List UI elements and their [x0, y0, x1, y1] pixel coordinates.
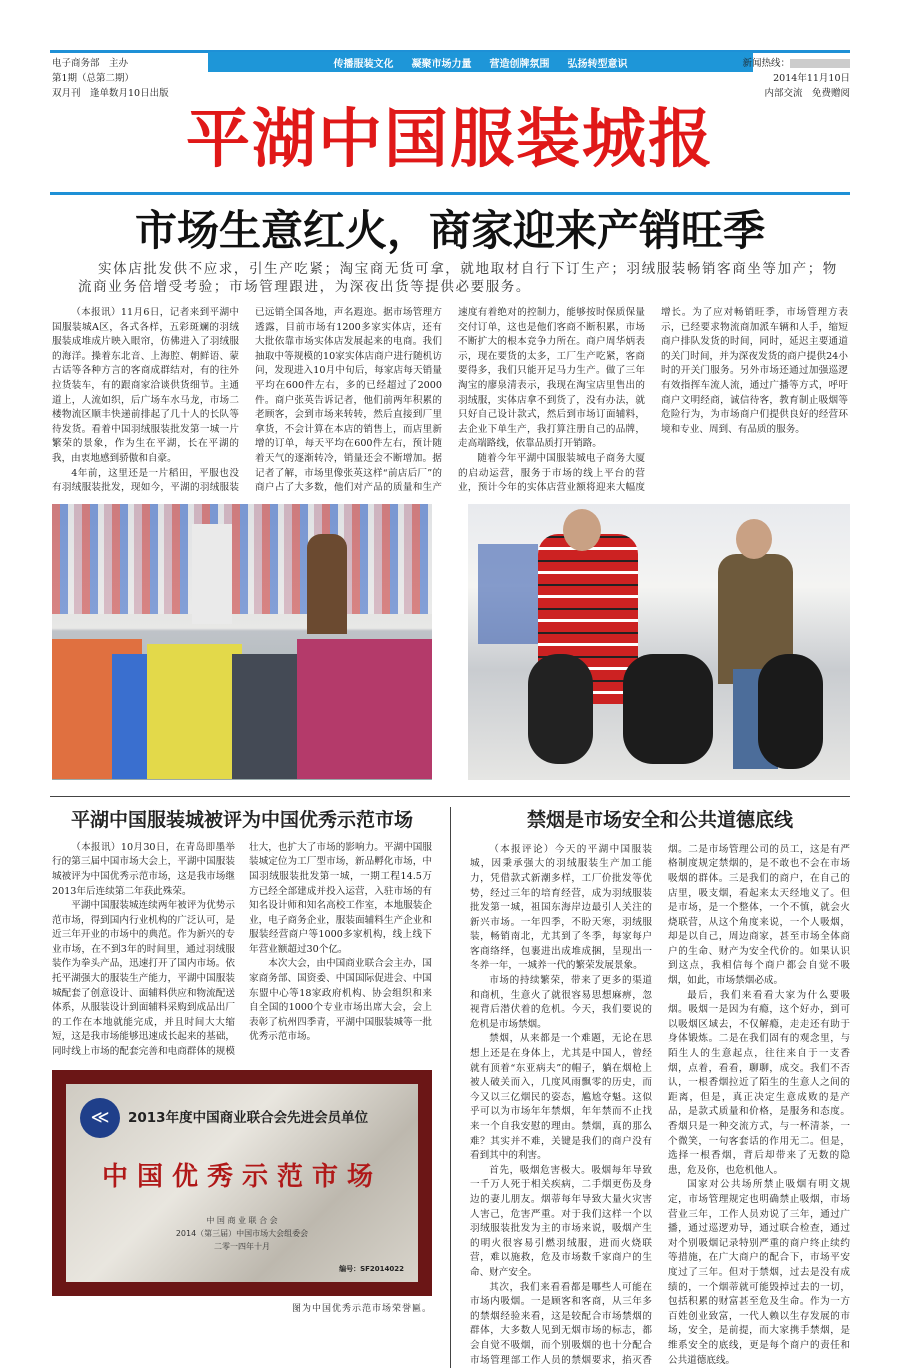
issue-info: [742, 56, 850, 101]
plaque-top-line: 2013年度中国商业联合会先进会员单位: [128, 1109, 369, 1126]
issuer-line: 中 国 商 业 联 合 会: [206, 1215, 278, 1225]
photo-row: [50, 504, 850, 780]
distribution-note: 内部交流 免费赠阅: [764, 88, 850, 99]
lead-headline: 市场生意红火，商家迎来产销旺季: [134, 206, 765, 255]
association-logo-icon: ≪: [80, 1098, 120, 1138]
page-content: [50, 204, 850, 1368]
lead-subhead: 实体店批发供不应求，引生产吃紧；淘宝商无货可拿，就地取材自行下订生产；羽绒服装畅销客商坐等加产；物流商业务倍增受考验；市场管理跟进，为深夜出货等提供必要服务。: [78, 261, 838, 295]
bottom-section: [50, 807, 850, 1368]
photo-clothing-stalls: [52, 504, 432, 780]
award-headline: 平湖中国服装城被评为中国优秀示范市场: [70, 808, 413, 831]
plaque-title: 中国优秀示范市场: [101, 1161, 382, 1192]
slogan: 营造创牌氛围: [489, 58, 550, 70]
paragraph: （本报讯）10月30日，在青岛即墨举行的第三届中国市场大会上，平湖中国服装城被评为中国优秀示范市场，这是我市场继2013年后连续第二年获此殊荣。: [52, 841, 235, 897]
paragraph: 平湖中国服装城连续两年被评为优势示范市场，得到国内行业机构的广泛认可，是近三年开业的市场中的典范。作为新兴的专业市场，在不到3年的时间里，通过羽绒服装作为拳头产品，迅速打开了国内市场。依托平湖强大的服装生产能力，平湖中国服装城配套了创意设计、面辅料供应和物流配送体系，从服装设计到面辅料采购到成品出厂的工作在本地就能完成，并且时间大大缩短，这是我市场能够迅速成长起来的基础，同时线上市场的配套完善和电商群体的规模壮大，也扩大了市场的影响力。平湖中国服装城定位为工厂型市场，新品孵化市场，中国羽绒服装批发第一城，一期工程14.5万方已经全部建成并投入运营，入驻市场的有知名设计师和知名高校工作室，本地服装企业，电子商务企业，服装面辅料生产企业和服装经营商户等1000多家机构，线上线下年营业额超过30个亿。: [52, 841, 432, 1058]
column-divider: [450, 807, 451, 1368]
paragraph: 4年前，这里还是一片稻田，平服也没有羽绒服装批发，现如今，平湖的羽绒服装已远销全国各地，声名遐迩。据市场管理方透露，目前市场有1200多家实体店，还有大批依靠市场实体店发展起来的电商。我们抽取中等规模的10家实体店商户进行随机访问，发现进入10月中旬后，每家店每天销量平均在600件左右，多的已经超过了2000件。商户张英告诉记者，他们前两年积累的老顾客，会到市场来转转，然后直接到厂里拿货，不会计算在本店的销售上，而店里新增的订单，每天平均在600件左右，预计随着天气的逐渐转冷，销量还会不断增加。据记者了解，市场里像张英这样“前店后厂”的商户占了大多数，他们对产品的质量和生产速度有着绝对的控制力，能够按时保质保量交付订单，这也是他们客商不断积累，市场不断扩大的根本竞争力所在。商户周华炳表示，现在要货的太多，工厂生产吃紧，客商要得多，我们只能开足马力生产。做了三年淘宝的廖泉清表示，我现在淘宝店里售出的羽绒服，实体店拿不到货了，没有办法，就只好自己设计款式，然后到市场订面辅料，去企业下单生产，我打算注册自己的品牌，走高端路线，依靠品质打开销路。: [52, 307, 645, 494]
hotline-blurred: [790, 59, 850, 68]
paragraph: 本次大会，由中国商业联合会主办，国家商务部、国资委、中国国际促进会、中国东盟中心等18家政府机构、协会组织和来自全国的1000个专业市场出席大会，会上表彰了杭州四季青，平湖中国服装城等一批优秀示范市场。: [249, 958, 432, 1043]
issuer-date: 二零一四年十月: [214, 1241, 270, 1251]
plaque-number: 编号：SF2014022: [339, 1264, 404, 1273]
paragraph: 其次，我们来看看都是哪些人可能在市场内吸烟。一是顾客和客商，从三年多的禁烟经验来看，这是较配合市场禁烟的群体，大多数人见到无烟市场的标志，都会自觉不吸烟，而个别吸烟的也十分配合市场管理部工作人员的禁烟要求，掐灭香烟。二是市场管理公司的员工，这是有严格制度规定禁烟的，是不敢也不会在市场吸烟的群体。三是我们的商户，在自己的店里，吸支烟，看起来太天经地义了。但是市场，是一个整体，一个不慎，就会火烧联营，从这个角度来说，一个人吸烟，却是以自己，周边商家，甚至市场全体商户的生命、财产为安全代价的。如果认识到这点，我相信每个商户都会自觉不吸烟，如此，市场禁烟必成。: [470, 843, 850, 1366]
paragraph: 禁烟，从来都是一个难题，无论在思想上还是在身体上，尤其是中国人，曾经就有顶着“东亚病夫”的帽子，躺在烟枪上被人破关而入，几度风雨飘零的历史，而今又以三亿烟民的姿态，尴尬夺魁。这似乎可以为市场年年禁烟，年年禁而不止找来一个自我安慰的理由。禁烟，真的那么难？其实并不难，关键是我们的商户没有看到其中的利害。: [470, 1033, 652, 1162]
paragraph: 市场的持续繁荣，带来了更多的渠道和商机，生意火了就很容易思想麻痹，忽视背后潜伏着的危机。今天，我们要说的危机是市场禁烟。: [470, 975, 652, 1030]
award-column: [50, 807, 432, 1368]
slogan-banner: [208, 52, 753, 72]
slogan: 传播服装文化: [333, 58, 394, 70]
paragraph: 随着今年平湖中国服装城电子商务大厦的启动运营，服务于市场的线上平台的营业，预计今年的实体店营业额将迎来大幅度增长。为了应对畅销旺季，市场管理方表示，已经要求物流商加派车辆和人手，缩短商户排队发货的时间，同时，延迟主要通道的关门时间，并为深夜发货的商户提供24小时的开关门服务。另外市场还通过加强巡逻有效指挥车流人流，通过广播等方式，呼吁商户文明经商，诚信待客，教育制止吸烟等危险行为，为市场商户们提供良好的经营环境和专业、周到、有品质的服务。: [458, 307, 848, 494]
paragraph: （本报评论）今天的平湖中国服装城，因秉承强大的羽绒服装生产加工能力，凭借款式新潮多样，工厂价批发等优势，经过三年的培育经营，成为羽绒服装批发第一城，祖国东海岸边最引人关注的新兴市场。一年四季，不盼天寒，羽绒服装，畅销南北，尤其到了冬季，每家每户客商络绎，包裹进出成堆成捆，呈现出一冬养一年，一城养一代的繁荣发展景象。: [470, 843, 652, 972]
frequency: 双月刊 逢单数月10日出版: [52, 88, 169, 99]
smoking-column: [468, 807, 850, 1368]
smoking-headline: 禁烟是市场安全和公共道德底线: [526, 808, 793, 831]
photo-caption: 图为中国优秀示范市场荣誉匾。: [291, 1303, 432, 1314]
issue-number: 第1期（总第二期）: [52, 73, 135, 84]
paragraph: 首先，吸烟危害极大。吸烟每年导致一千万人死于相关疾病，二手烟更伤及身边的妻儿朋友。烟蒂每年导致大量火灾害人害己，危害严重。对于我们这样一个以羽绒服装批发为主的市场来说，吸烟产生的明火很容易引燃羽绒服，进而火烧联营，难以施救，危及市场数千家商户的生命、财产安全。: [470, 1164, 652, 1278]
slogan: 凝聚市场力量: [411, 58, 472, 70]
paragraph: （本报讯）11月6日，记者来到平湖中国服装城A区，各式各样，五彩斑斓的羽绒服装成堆成片映入眼帘，仿佛进入了羽绒服的海洋。操着东北音、上海腔、朝鲜语、蒙古话等各种方言的客商成群结对，有的往外拉货装车，有的跟商家洽谈供货细节。主通道上，人流如织，后广场车水马龙，市场二楼物流区顺丰快递前排起了几十人的长队等待发货。看着中国羽绒服装批发第一城一片繁荣的景象，作为生在平湖，长在平湖的我，由衷地感到骄傲和自豪。: [52, 307, 239, 464]
masthead-rule: [50, 192, 850, 195]
masthead-title: 平湖中国服装城报: [186, 103, 714, 177]
hotline: [742, 56, 850, 71]
smoking-article-body: [470, 843, 850, 1368]
award-article-body: [52, 841, 432, 1060]
publisher: 电子商务部 主办: [52, 58, 129, 69]
paragraph: 最后，我们来看看大家为什么要吸烟。吸烟一是因为有瘾，这个好办，到可以吸烟区域去，不仅解瘾，走走还有助于身体锻炼。二是在我们固有的观念里，与陌生人的生意起点，往往来自于一支香烟，点着，看看，聊聊，成交。我们不否认，一根香烟拉近了陌生的生意人之间的距离，但是，真正决定生意成败的是产品，是款式质量和价格，是服务和态度。香烟只是一种交流方式，与一杯清茶，一个微笑，一句客套话的作用无二。但是，选择一根香烟，背后却带来了无数的隐患，危及你，也危机他人。: [668, 989, 850, 1176]
lead-article-body: [52, 306, 848, 496]
hotline-label: 新闻热线：: [742, 58, 790, 69]
paragraph: 国家对公共场所禁止吸烟有明文规定，市场管理规定也明确禁止吸烟，市场营业三年，工作人员劝说了三年，通过广播，通过巡逻劝导，通过联合检查，通过对个别吸烟记录特别严重的商户终止续约等措施，在广大商户的配合下，市场平安度过了三年。但对于禁烟，过去是没有成绩的，一个烟蒂就可能毁掉过去的一切，包括积累的财富甚至危及生命。作为一方百姓创业致富，一代人赖以生存发展的市场，安全，是前提，而大家携手禁烟，是维系安全的底线，更是每个商户的责任和公共道德底线。: [668, 1179, 850, 1366]
issuer-line: 2014（第三届）中国市场大会组委会: [175, 1228, 309, 1238]
publisher-info: [52, 56, 169, 101]
award-plaque-photo: [52, 1070, 432, 1296]
issue-date: 2014年11月10日: [773, 73, 850, 84]
photo-merchants-with-bags: [468, 504, 850, 780]
section-divider: [50, 796, 850, 797]
slogan: 弘扬转型意识: [567, 58, 628, 70]
plaque-issuer: [66, 1214, 418, 1253]
